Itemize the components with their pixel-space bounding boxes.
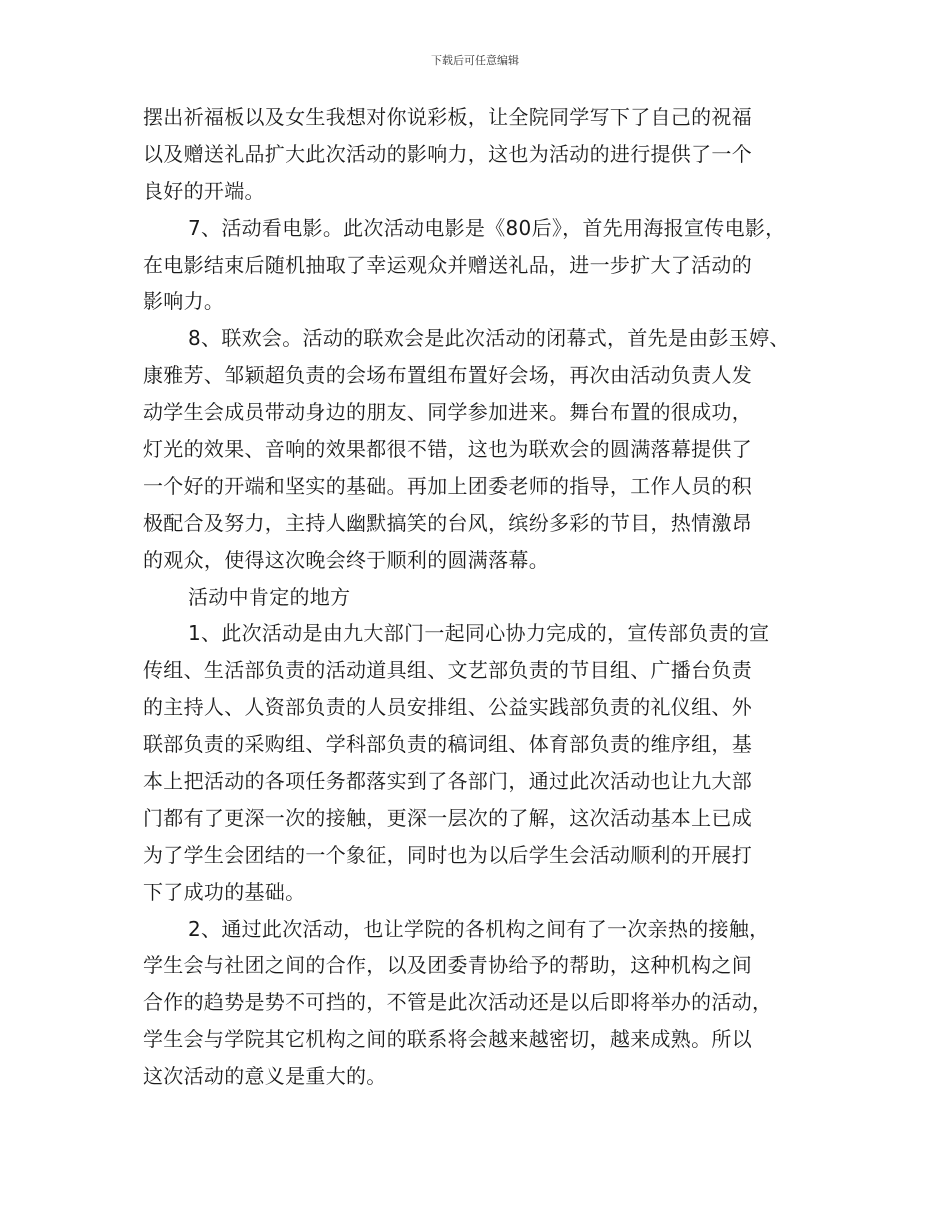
text-line: 灯光的效果、音响的效果都很不错，这也为联欢会的圆满落幕提供了 [143,437,752,462]
text-line: 2、通过此次活动，也让学院的各机构之间有了一次亲热的接触， [188,916,770,941]
text-line: 下了成功的基础。 [143,879,306,904]
text-line: 1、此次活动是由九大部门一起同心协力完成的，宣传部负责的宣 [188,621,770,646]
text-line: 一个好的开端和坚实的基础。再加上团委老师的指导，工作人员的积 [143,473,752,498]
text-line: 本上把活动的各项任务都落实到了各部门，通过此次活动也让九大部 [143,769,752,794]
document-body [143,104,843,1100]
text-line: 良好的开端。 [143,178,265,203]
text-line: 7、活动看电影。此次活动电影是《80后》，首先用海报宣传电影， [188,215,786,240]
text-line: 为了学生会团结的一个象征，同时也为以后学生会活动顺利的开展打 [143,842,752,867]
text-line: 门都有了更深一次的接触，更深一层次的了解，这次活动基本上已成 [143,805,752,830]
text-line: 影响力。 [143,289,225,314]
text-line: 以及赠送礼品扩大此次活动的影响力，这也为活动的进行提供了一个 [143,141,752,166]
text-line: 传组、生活部负责的活动道具组、文艺部负责的节目组、广播台负责 [143,658,752,683]
text-line: 活动中肯定的地方 [188,584,351,609]
text-line: 动学生会成员带动身边的朋友、同学参加进来。舞台布置的很成功， [143,400,752,425]
text-line: 在电影结束后随机抽取了幸运观众并赠送礼品，进一步扩大了活动的 [143,252,752,277]
text-line: 的主持人、人资部负责的人员安排组、公益实践部负责的礼仪组、外 [143,695,752,720]
text-line: 极配合及努力，主持人幽默搞笑的台风，缤纷多彩的节目，热情激昂 [143,510,752,535]
page-header: 下载后可任意编辑 [431,54,519,67]
text-line: 摆出祈福板以及女生我想对你说彩板，让全院同学写下了自己的祝福 [143,105,752,129]
text-line: 合作的趋势是势不可挡的，不管是此次活动还是以后即将举办的活动， [143,990,773,1015]
text-line: 学生会与学院其它机构之间的联系将会越来越密切，越来成熟。所以 [143,1027,752,1052]
text-line: 学生会与社团之间的合作，以及团委青协给予的帮助，这种机构之间 [143,953,752,978]
text-line: 联部负责的采购组、学科部负责的稿词组、体育部负责的维序组，基 [143,732,752,757]
text-line: 这次活动的意义是重大的。 [143,1064,387,1089]
text-line: 康雅芳、邹颖超负责的会场布置组布置好会场，再次由活动负责人发 [143,363,752,388]
text-line: 的观众，使得这次晚会终于顺利的圆满落幕。 [143,547,549,572]
text-line: 8、联欢会。活动的联欢会是此次活动的闭幕式，首先是由彭玉婷、 [188,326,790,351]
